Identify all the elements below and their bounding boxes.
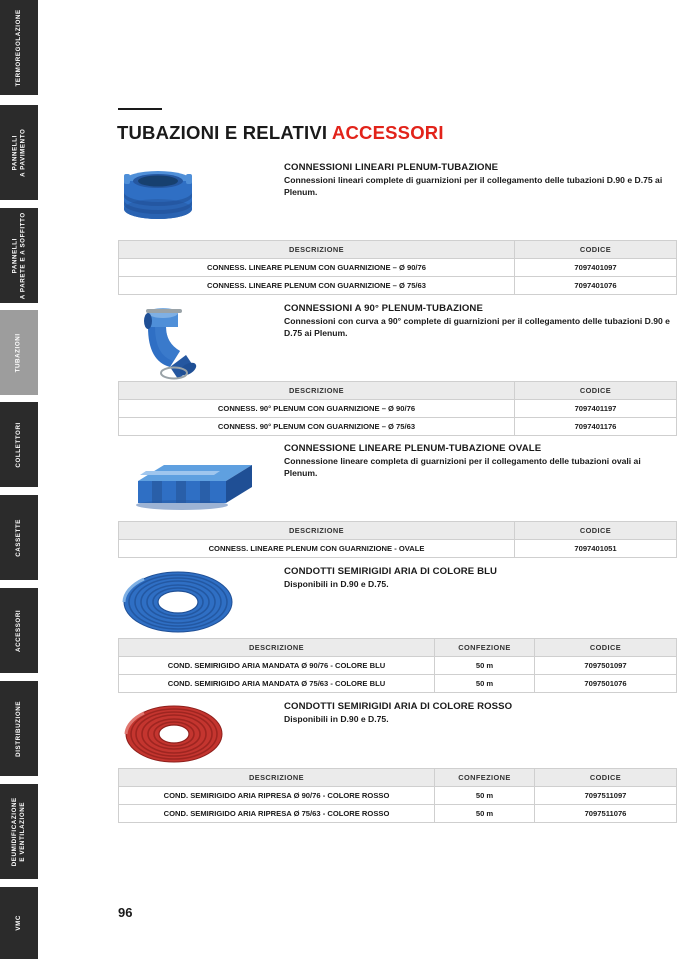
cell-descrizione: CONNESS. 90° PLENUM CON GUARNIZIONE – Ø 90/76 bbox=[119, 400, 515, 418]
column-header-codice: CODICE bbox=[515, 241, 677, 259]
sidebar-tab[interactable] bbox=[0, 208, 38, 303]
product-table bbox=[118, 521, 677, 558]
page-number: 96 bbox=[118, 905, 133, 920]
product-text bbox=[284, 162, 676, 198]
page-content bbox=[38, 0, 678, 959]
column-header-codice: CODICE bbox=[535, 639, 677, 657]
product-title: CONNESSIONI LINEARI PLENUM-TUBAZIONE bbox=[284, 162, 499, 173]
sidebar-tab[interactable] bbox=[0, 0, 38, 95]
product-table bbox=[118, 768, 677, 823]
sidebar-tab-label: ACCESSORI bbox=[15, 609, 23, 652]
table-header-row bbox=[119, 769, 677, 787]
title-rule bbox=[118, 108, 162, 110]
sidebar-tab[interactable] bbox=[0, 681, 38, 776]
sidebar-tab-label: TUBAZIONI bbox=[15, 332, 23, 373]
column-header-confezione: CONFEZIONE bbox=[435, 769, 535, 787]
column-header-codice: CODICE bbox=[515, 522, 677, 540]
page-title-main: TUBAZIONI E RELATIVI bbox=[117, 122, 332, 143]
cell-confezione: 50 m bbox=[435, 657, 535, 675]
cell-descrizione: COND. SEMIRIGIDO ARIA RIPRESA Ø 75/63 - COLORE ROSSO bbox=[119, 805, 435, 823]
sidebar-tab-label: TERMOREGOLAZIONE bbox=[15, 8, 23, 87]
sidebar-tab-label: COLLETTORI bbox=[15, 421, 23, 468]
cell-descrizione: CONNESS. 90° PLENUM CON GUARNIZIONE – Ø 75/63 bbox=[119, 418, 515, 436]
sidebar-tab[interactable] bbox=[0, 887, 38, 959]
product-description: Connessione lineare completa di guarnizioni per il collegamento delle tubazioni ovali ai Plenum. bbox=[284, 456, 641, 478]
blue-linear-connector-image bbox=[116, 166, 276, 238]
product-title: CONDOTTI SEMIRIGIDI ARIA DI COLORE BLU bbox=[284, 566, 498, 577]
column-header-confezione: CONFEZIONE bbox=[435, 639, 535, 657]
product-title: CONNESSIONE LINEARE PLENUM-TUBAZIONE OVALE bbox=[284, 443, 542, 454]
cell-confezione: 50 m bbox=[435, 787, 535, 805]
product-description: Disponibili in D.90 e D.75. bbox=[284, 579, 389, 589]
cell-confezione: 50 m bbox=[435, 805, 535, 823]
table-header-row bbox=[119, 522, 677, 540]
sidebar-tab-label: DISTRIBUZIONE bbox=[15, 700, 23, 757]
sidebar-tab-label: PANNELLI A PAVIMENTO bbox=[11, 128, 26, 177]
column-header-codice: CODICE bbox=[515, 382, 677, 400]
table-row bbox=[119, 787, 677, 805]
product-table bbox=[118, 638, 677, 693]
table-header-row bbox=[119, 382, 677, 400]
cell-descrizione: COND. SEMIRIGIDO ARIA MANDATA Ø 75/63 - COLORE BLU bbox=[119, 675, 435, 693]
cell-descrizione: CONNESS. LINEARE PLENUM CON GUARNIZIONE – Ø 90/76 bbox=[119, 259, 515, 277]
cell-descrizione: COND. SEMIRIGIDO ARIA RIPRESA Ø 90/76 - COLORE ROSSO bbox=[119, 787, 435, 805]
sidebar-tab-label: PANNELLI A PARETE E A SOFFITTO bbox=[11, 212, 26, 299]
table-row bbox=[119, 540, 677, 558]
sidebar bbox=[0, 0, 38, 959]
table-row bbox=[119, 657, 677, 675]
cell-descrizione: CONNESS. LINEARE PLENUM CON GUARNIZIONE – Ø 75/63 bbox=[119, 277, 515, 295]
cell-confezione: 50 m bbox=[435, 675, 535, 693]
cell-codice: 7097501097 bbox=[535, 657, 677, 675]
product-text bbox=[284, 566, 676, 591]
table-row bbox=[119, 675, 677, 693]
sidebar-tab-label: DEUMIDIFICAZIONE E VENTILAZIONE bbox=[11, 796, 27, 867]
table-row bbox=[119, 259, 677, 277]
blue-90-elbow-connector-image bbox=[122, 307, 272, 383]
table-row bbox=[119, 418, 677, 436]
sidebar-tab-label: VMC bbox=[15, 915, 23, 931]
cell-codice: 7097401076 bbox=[515, 277, 677, 295]
product-text bbox=[284, 701, 676, 726]
table-header-row bbox=[119, 241, 677, 259]
column-header-descrizione: DESCRIZIONE bbox=[119, 522, 515, 540]
sidebar-tab[interactable] bbox=[0, 784, 38, 879]
column-header-codice: CODICE bbox=[535, 769, 677, 787]
column-header-descrizione: DESCRIZIONE bbox=[119, 382, 515, 400]
cell-codice: 7097401197 bbox=[515, 400, 677, 418]
column-header-descrizione: DESCRIZIONE bbox=[119, 769, 435, 787]
cell-codice: 7097401051 bbox=[515, 540, 677, 558]
table-row bbox=[119, 805, 677, 823]
table-row bbox=[119, 277, 677, 295]
product-title: CONDOTTI SEMIRIGIDI ARIA DI COLORE ROSSO bbox=[284, 701, 513, 712]
cell-descrizione: COND. SEMIRIGIDO ARIA MANDATA Ø 90/76 - COLORE BLU bbox=[119, 657, 435, 675]
product-description: Disponibili in D.90 e D.75. bbox=[284, 714, 389, 724]
table-header-row bbox=[119, 639, 677, 657]
product-description: Connessioni lineari complete di guarnizioni per il collegamento delle tubazioni D.90 e D.75 ai Plenum. bbox=[284, 175, 663, 197]
red-flexible-duct-coil-image bbox=[116, 699, 276, 769]
product-title: CONNESSIONI A 90° PLENUM-TUBAZIONE bbox=[284, 303, 483, 314]
sidebar-tab[interactable] bbox=[0, 495, 38, 580]
sidebar-tab[interactable] bbox=[0, 105, 38, 200]
cell-codice: 7097511076 bbox=[535, 805, 677, 823]
blue-oval-connector-image bbox=[116, 447, 276, 519]
cell-codice: 7097401176 bbox=[515, 418, 677, 436]
cell-descrizione: CONNESS. LINEARE PLENUM CON GUARNIZIONE - OVALE bbox=[119, 540, 515, 558]
column-header-descrizione: DESCRIZIONE bbox=[119, 241, 515, 259]
blue-flexible-duct-coil-image bbox=[116, 564, 276, 640]
sidebar-tab[interactable] bbox=[0, 310, 38, 395]
product-table bbox=[118, 381, 677, 436]
sidebar-tab-label: CASSETTE bbox=[15, 518, 23, 557]
cell-codice: 7097501076 bbox=[535, 675, 677, 693]
table-row bbox=[119, 400, 677, 418]
sidebar-tab[interactable] bbox=[0, 588, 38, 673]
product-table bbox=[118, 240, 677, 295]
product-description: Connessioni con curva a 90° complete di guarnizioni per il collegamento delle tubazioni D.90 e D.75 ai Plenum. bbox=[284, 316, 670, 338]
product-text bbox=[284, 303, 676, 339]
column-header-descrizione: DESCRIZIONE bbox=[119, 639, 435, 657]
page-title bbox=[117, 122, 444, 144]
cell-codice: 7097511097 bbox=[535, 787, 677, 805]
product-text bbox=[284, 443, 676, 479]
sidebar-tab[interactable] bbox=[0, 402, 38, 487]
cell-codice: 7097401097 bbox=[515, 259, 677, 277]
page-title-accent: ACCESSORI bbox=[331, 122, 444, 143]
